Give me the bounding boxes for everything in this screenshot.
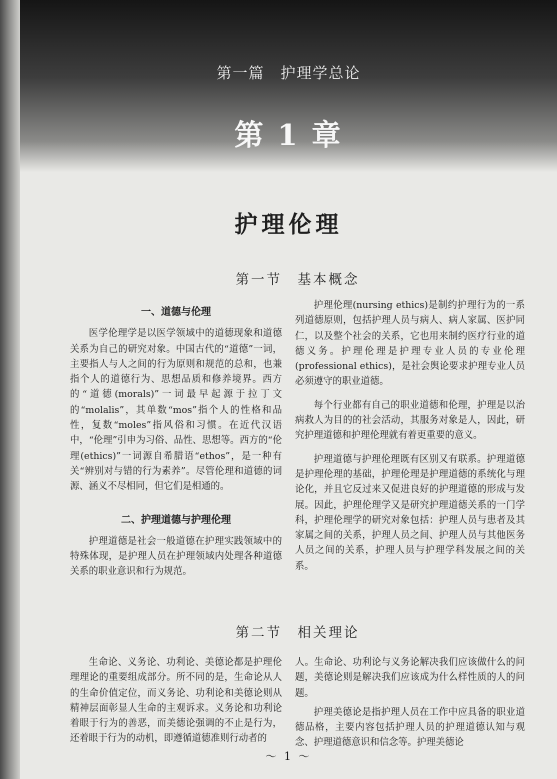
section-1-left-column [70,305,282,580]
chapter-title: 第 1 章 [234,118,343,152]
paragraph: 护理道德是社会一般道德在护理实践领域中的特殊体现，是护理人员在护理领域内处理各种道德关系的职业意识和行为规范。 [70,535,282,578]
subsection-title-nursing-ethics: 二、护理道德与护理伦理 [121,514,231,526]
section-2-title: 第二节 相关理论 [235,625,360,641]
page-gutter-shadow [0,0,20,779]
page-number: ～ 1 ～ [265,750,312,763]
paragraph: 护理伦理(nursing ethics)是制约护理行为的一系列道德原则，包括护理人员与病人、病人家属、医护同仁，以及整个社会的关系，它也用来制约医疗行业的道德义务。护理伦理是护理专业人员的专业伦理(professional ethics)，是社会舆论要求护理专业人员必须遵守的职业道德。 [295,300,525,388]
paragraph: 人。生命论、功利论与义务论解决我们应该做什么的问题，美德论则是解决我们应该成为什么样性质的人的问题。 [295,657,525,699]
subsection-title-ethics-morality: 一、道德与伦理 [141,307,211,318]
book-title: 护理伦理 [234,211,343,238]
section-2-left-column [70,655,282,747]
paragraph: 医学伦理学是以医学领域中的道德现象和道德关系为自己的研究对象。中国古代的“道德”一词，主要指人与人之间的行为原则和规范的总和，也兼指个人的道德行为、思想品质和修养境界。西方的“道德(morals)”一词最早起源于拉丁文的“molalis”，其单数“mos”指个人的性格和品性，复数“moles”指风俗和习惯。在近代汉语中，“伦理”引申为习俗、品性、思想等。西方的“伦理(ethics)”一词源自希腊语“ethos”，是一种有关“辨别对与错的行为素养”。尽管伦理和道德的词源、涵义不尽相同，但它们是相通的。 [70,328,282,493]
section-2-right-column [295,655,525,751]
paragraph: 每个行业都有自己的职业道德和伦理，护理是以治病救人为目的的社会活动，其服务对象是人，因此，研究护理道德和护理伦理就有着更重要的意义。 [295,399,525,442]
paragraph: 护理道德与护理伦理既有区别又有联系。护理道德是护理伦理的基础，护理伦理是护理道德的系统化与理论化，并且它反过来又促进良好的护理道德的形成与发展。因此，护理伦理学又是研究护理道德关系的一门学科，护理伦理学的研究对象包括：护理人员与患者及其家属之间的关系，护理人员之间、护理人员与其他医务人员之间的关系，护理人员与护理学科发展之间的关系。 [295,453,525,572]
section-1-title: 第一节 基本概念 [235,272,360,288]
section-1-right-column [295,298,525,574]
paragraph: 生命论、义务论、功利论、美德论都是护理伦理理论的重要组成部分。所不同的是，生命论从人的生命价值定位，而义务论、功利论和美德论则从精神层面彰显人生命的主观诉求。义务论和功利论着眼于行为的善恶，而美德论强调的不止是行为，还着眼于行为的动机，即遵循道德准则行动者的 [70,657,282,745]
paragraph: 护理美德论是指护理人员在工作中应具备的职业道德品格，主要内容包括护理人员的护理道德认知与观念、护理道德意识和信念等。护理美德论 [295,706,525,749]
part-title: 第一篇 护理学总论 [216,64,361,82]
